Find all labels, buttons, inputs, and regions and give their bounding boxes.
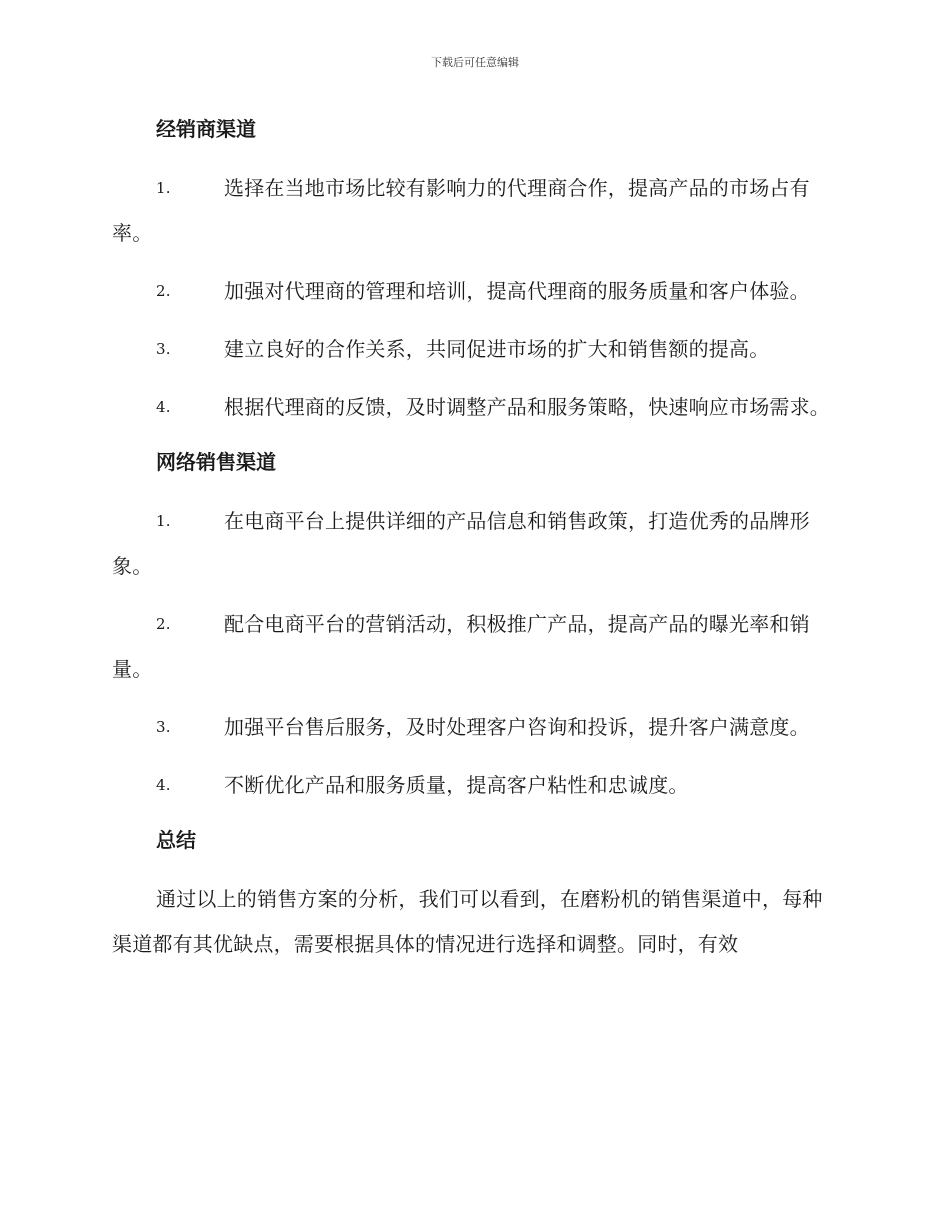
list-item <box>112 763 834 808</box>
list-item-number: 2. <box>156 282 171 300</box>
section-online-channel <box>112 443 834 808</box>
list-item <box>112 166 834 256</box>
numbered-list <box>112 499 834 808</box>
list-item-number: 3. <box>156 718 171 736</box>
list-item-text: 配合电商平台的营销活动，积极推广产品，提高产品的曝光率和销量。 <box>112 612 810 681</box>
list-item-number: 2. <box>156 615 171 633</box>
list-item-number: 1. <box>156 179 171 197</box>
list-item-text: 根据代理商的反馈，及时调整产品和服务策略，快速响应市场需求。 <box>224 395 830 419</box>
list-item <box>112 499 834 589</box>
list-item-number: 4. <box>156 398 171 416</box>
list-item-number: 4. <box>156 776 171 794</box>
list-item <box>112 269 834 314</box>
list-item-text: 建立良好的合作关系，共同促进市场的扩大和销售额的提高。 <box>224 337 770 361</box>
list-item-text: 加强平台售后服务，及时处理客户咨询和投诉，提升客户满意度。 <box>224 715 810 739</box>
section-summary <box>112 821 834 967</box>
list-item <box>112 327 834 372</box>
list-item <box>112 602 834 692</box>
document-content <box>112 110 834 967</box>
section-heading: 网络销售渠道 <box>156 450 276 474</box>
list-item <box>112 705 834 750</box>
list-item-text: 不断优化产品和服务质量，提高客户粘性和忠诚度。 <box>224 773 689 797</box>
numbered-list <box>112 166 834 430</box>
header-note: 下载后可任意编辑 <box>431 56 519 69</box>
list-item-number: 3. <box>156 340 171 358</box>
section-heading: 经销商渠道 <box>156 117 256 141</box>
summary-paragraph: 通过以上的销售方案的分析，我们可以看到，在磨粉机的销售渠道中，每种渠道都有其优缺点，需要根据具体的情况进行选择和调整。同时，有效 <box>112 887 823 956</box>
list-item-number: 1. <box>156 512 171 530</box>
list-item-text: 加强对代理商的管理和培训，提高代理商的服务质量和客户体验。 <box>224 279 810 303</box>
list-item-text: 选择在当地市场比较有影响力的代理商合作，提高产品的市场占有率。 <box>112 176 810 245</box>
list-item-text: 在电商平台上提供详细的产品信息和销售政策，打造优秀的品牌形象。 <box>112 509 810 578</box>
list-item <box>112 385 834 430</box>
section-heading: 总结 <box>156 828 196 852</box>
section-dealer-channel <box>112 110 834 430</box>
